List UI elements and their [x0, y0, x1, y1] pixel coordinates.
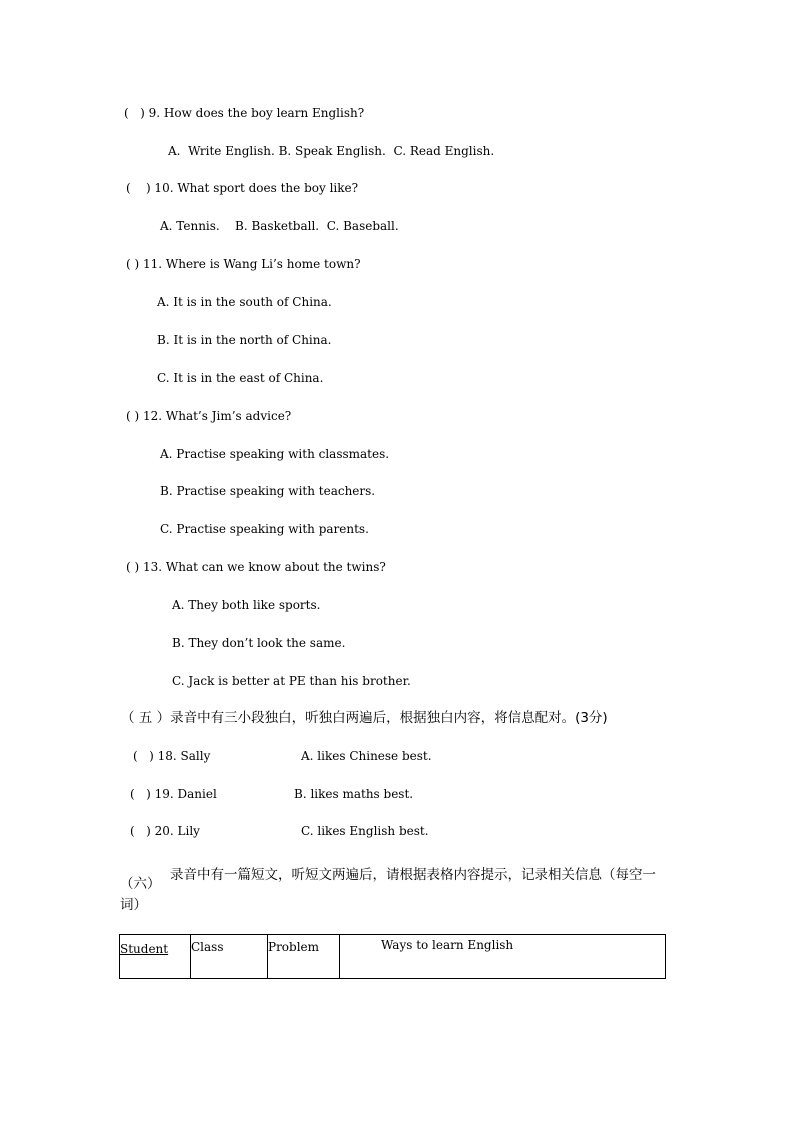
table-header-cell	[120, 935, 191, 979]
question-12-option-a: A. Practise speaking with classmates.	[160, 447, 390, 461]
header-ways: Ways to learn English	[381, 938, 514, 952]
question-13: ( ) 13. What can we know about the twins?	[126, 560, 386, 574]
matching-option-a: A. likes Chinese best.	[301, 749, 432, 763]
question-12-option-c: C. Practise speaking with parents.	[160, 522, 369, 536]
question-12-option-b: B. Practise speaking with teachers.	[160, 484, 376, 498]
section-6-heading: 录音中有一篇短文，听短文两遍后，请根据表格内容提示，记录相关信息（每空一	[170, 867, 656, 883]
table-header-cell	[268, 935, 340, 979]
question-11-option-a: A. It is in the south of China.	[157, 295, 332, 309]
table-header-cell	[191, 935, 268, 979]
matching-item-20: ( ) 20. Lily	[130, 824, 200, 838]
question-11-option-b: B. It is in the north of China.	[157, 333, 332, 347]
question-9: ( ) 9. How does the boy learn English?	[124, 106, 365, 120]
section-6-label: （六）	[120, 876, 161, 892]
matching-option-c: C. likes English best.	[301, 824, 429, 838]
matching-item-18: ( ) 18. Sally	[133, 749, 211, 763]
question-10-options: A. Tennis. B. Basketball. C. Baseball.	[160, 219, 399, 233]
section-5-heading: （ 五 ）录音中有三小段独白，听独白两遍后，根据独白内容，将信息配对。(3分)	[121, 710, 608, 726]
question-12: ( ) 12. What’s Jim’s advice?	[126, 409, 292, 423]
question-13-option-a: A. They both like sports.	[172, 598, 321, 612]
question-13-option-c: C. Jack is better at PE than his brother.	[172, 674, 411, 688]
matching-item-19: ( ) 19. Daniel	[130, 787, 217, 801]
table-header-row	[120, 935, 666, 979]
question-10: ( ) 10. What sport does the boy like?	[126, 181, 359, 195]
header-student: Student	[120, 942, 169, 956]
question-11-option-c: C. It is in the east of China.	[157, 371, 324, 385]
question-11: ( ) 11. Where is Wang Li’s home town?	[126, 257, 361, 271]
question-13-option-b: B. They don’t look the same.	[172, 636, 346, 650]
info-table	[119, 934, 666, 979]
matching-option-b: B. likes maths best.	[294, 787, 414, 801]
header-problem: Problem	[268, 940, 320, 954]
table-header-cell	[340, 935, 666, 979]
question-9-options: A. Write English. B. Speak English. C. Read English.	[168, 144, 495, 158]
header-class: Class	[191, 940, 224, 954]
section-6-heading-cont: 词）	[120, 897, 147, 913]
